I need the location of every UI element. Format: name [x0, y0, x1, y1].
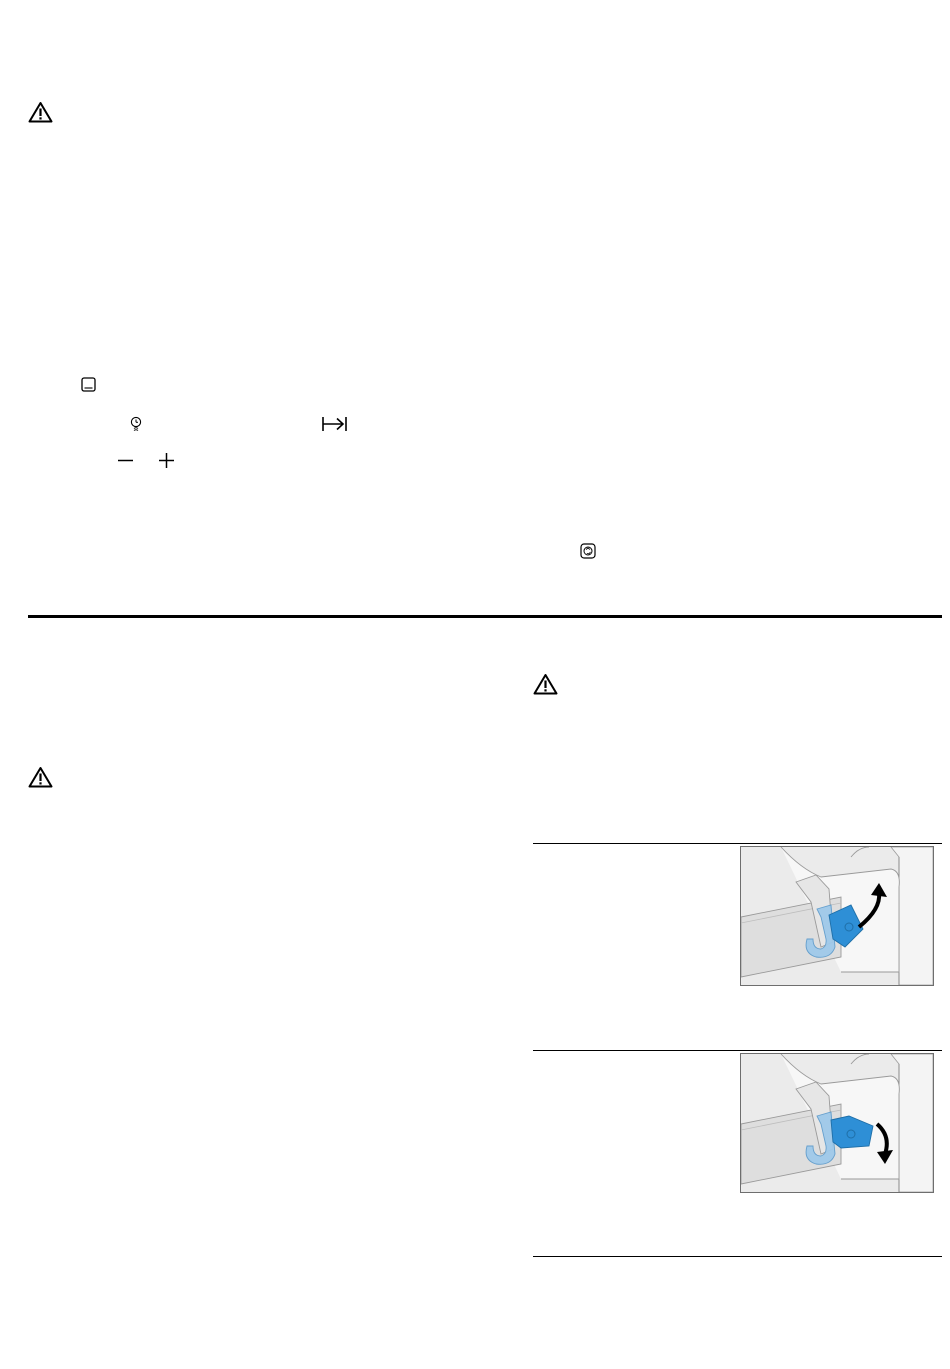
door-hinge-lever-open-figure: [740, 846, 934, 986]
timer-icon: [129, 416, 143, 432]
step-divider: [533, 1256, 942, 1257]
step-divider: [533, 843, 942, 844]
recycle-icon: [580, 543, 596, 559]
oven-light-icon: [81, 377, 96, 392]
warning-triangle-icon: [533, 673, 558, 695]
warning-triangle-icon: [28, 101, 53, 123]
plus-icon: [158, 452, 175, 469]
fast-forward-icon: [321, 415, 348, 433]
step-divider: [533, 1050, 942, 1051]
minus-icon: [117, 452, 134, 469]
door-hinge-lever-closed-figure: [740, 1053, 934, 1193]
warning-triangle-icon: [28, 766, 53, 788]
section-divider: [28, 615, 942, 618]
